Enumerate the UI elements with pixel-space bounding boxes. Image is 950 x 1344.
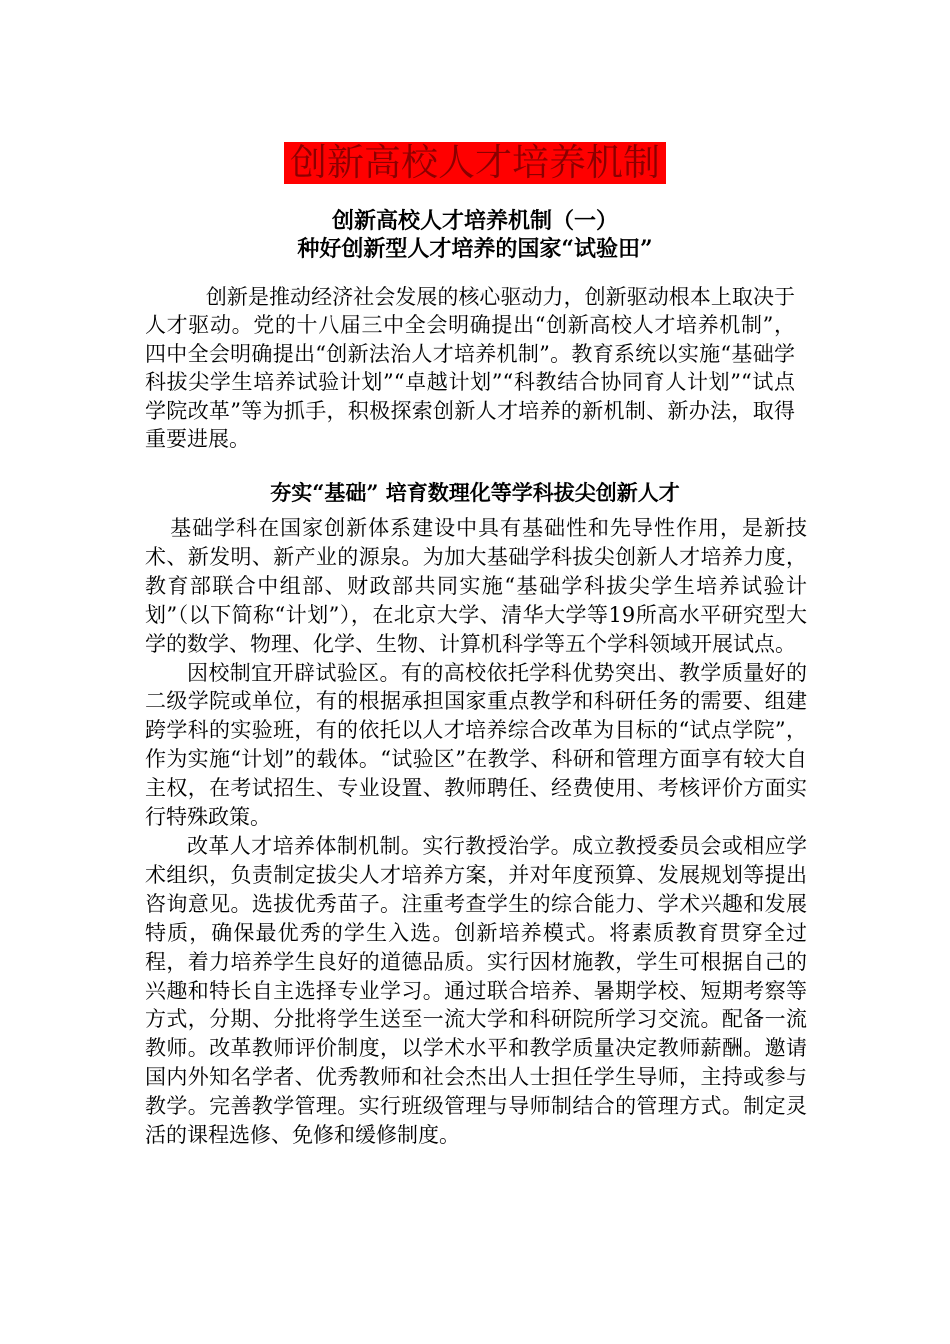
section-heading: 夯实“基础” 培育数理化等学科拔尖创新人才 [270,480,680,505]
body-paragraph: 因校制宜开辟试验区。有的高校依托学科优势突出、教学质量好的二级学院或单位，有的根据承担国家重点教学和科研任务的需要、组建跨学科的实验班，有的依托以人才培养综合改革为目标的“试点学院”，作为实施“计划”的载体。“试验区”在教学、科研和管理方面享有较大自主权，在考试招生、专业设置、教师聘任、经费使用、考核评价方面实行特殊政策。 [145,660,807,830]
subtitle-series: 创新高校人才培养机制（一） [331,208,618,234]
document-title: 创新高校人才培养机制 [284,142,666,184]
subtitle-headline: 种好创新型人才培养的国家“试验田” [297,236,653,262]
body-paragraph: 基础学科在国家创新体系建设中具有基础性和先导性作用，是新技术、新发明、新产业的源泉。为加大基础学科拔尖创新人才培养力度，教育部联合中组部、财政部共同实施“基础学科拔尖学生培养试验计划”（以下简称“计划”），在北京大学、清华大学等19所高水平研究型大学的数学、物理、化学、生物、计算机科学等五个学科领域开展试点。 [145,516,807,656]
body-paragraph: 改革人才培养体制机制。实行教授治学。成立教授委员会或相应学术组织，负责制定拔尖人才培养方案，并对年度预算、发展规划等提出咨询意见。选拔优秀苗子。注重考查学生的综合能力、学术兴趣和发展特质，确保最优秀的学生入选。创新培养模式。将素质教育贯穿全过程，着力培养学生良好的道德品质。实行因材施教，学生可根据自己的兴趣和特长自主选择专业学习。通过联合培养、暑期学校、短期考察等方式，分期、分批将学生送至一流大学和科研院所学习交流。配备一流教师。改革教师评价制度，以学术水平和教学质量决定教师薪酬。邀请国内外知名学者、优秀教师和社会杰出人士担任学生导师，主持或参与教学。完善教学管理。实行班级管理与导师制结合的管理方式。制定灵活的课程选修、免修和缓修制度。 [145,833,807,1148]
section-body [145,514,807,1150]
intro-paragraph: 创新是推动经济社会发展的核心驱动力，创新驱动根本上取决于人才驱动。党的十八届三中全会明确提出“创新高校人才培养机制”，四中全会明确提出“创新法治人才培养机制”。教育系统以实施“基础学科拔尖学生培养试验计划”“卓越计划”“科教结合协同育人计划”“试点学院改革”等为抓手，积极探索创新人才培养的新机制、新办法，取得重要进展。 [145,285,795,452]
